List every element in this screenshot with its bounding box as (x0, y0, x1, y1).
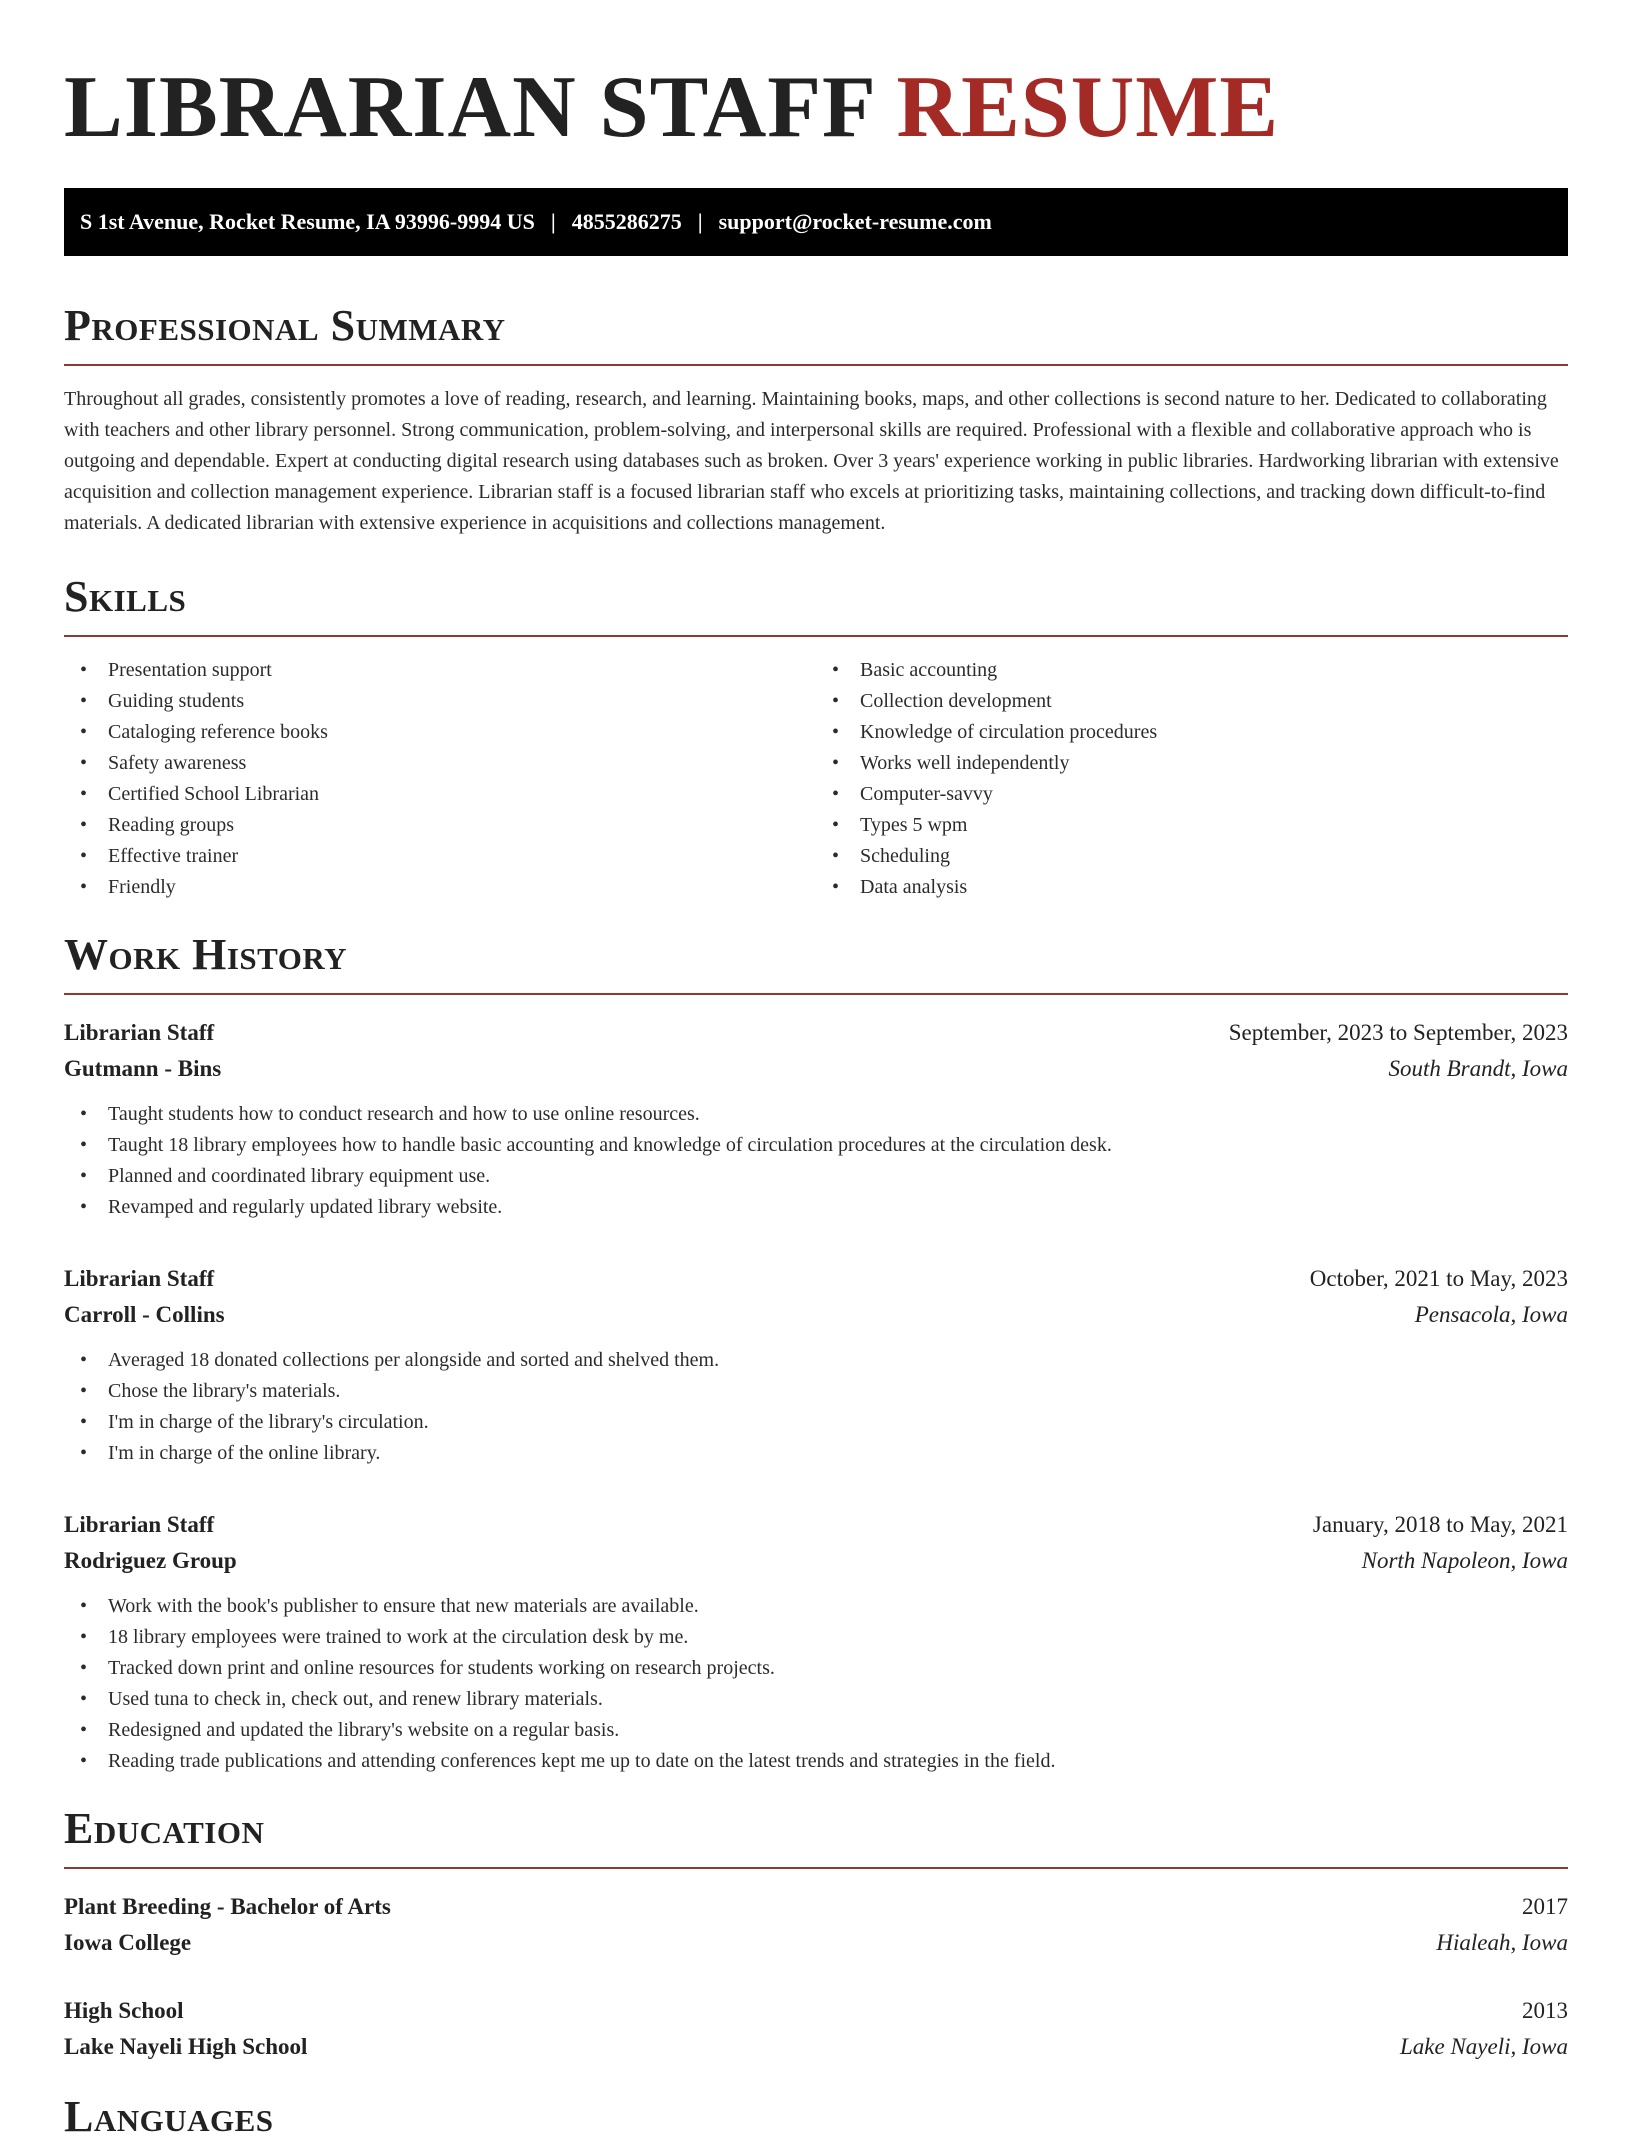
skill-item: • Reading groups (64, 810, 816, 841)
education-degree-row (64, 1889, 1568, 1925)
title-main: LIBRARIAN STAFF (64, 59, 874, 156)
job-dates: September, 2023 to September, 2023 (1228, 1020, 1568, 1045)
job-bullets (64, 1099, 1568, 1223)
job-company: Gutmann - Bins (64, 1056, 222, 1081)
job-company: Carroll - Collins (64, 1302, 225, 1327)
job-location: Pensacola, Iowa (1414, 1302, 1568, 1327)
job-company-row (64, 1543, 1568, 1579)
section-divider (64, 993, 1568, 995)
section-heading: Skills (64, 572, 187, 621)
skill-item: • Data analysis (816, 872, 1568, 903)
skills-column-right (816, 655, 1568, 903)
skill-item: • Knowledge of circulation procedures (816, 717, 1568, 748)
education-degree-row (64, 1993, 1568, 2029)
education-degree: High School (64, 1998, 184, 2023)
job-bullet: • Revamped and regularly updated library website. (64, 1192, 1568, 1223)
skill-item: • Types 5 wpm (816, 810, 1568, 841)
skill-item: • Collection development (816, 686, 1568, 717)
job-title: Librarian Staff (64, 1020, 215, 1045)
skill-item: • Friendly (64, 872, 816, 903)
job-bullet: • Tracked down print and online resources for students working on research projects. (64, 1653, 1568, 1684)
skill-item: • Cataloging reference books (64, 717, 816, 748)
contact-email[interactable]: support@rocket-resume.com (718, 209, 992, 234)
summary-text: Throughout all grades, consistently promotes a love of reading, research, and learning. Maintaining books, maps, and other collections is second nature to her. Dedicated to collaborating with teachers and other library personnel. Strong communication, problem-solving, and interpersonal skills are required. Professional with a flexible and collaborative approach who is outgoing and dependable. Expert at conducting digital research using databases such as broken. Over 3 years' experience working in public libraries. Hardworking librarian with extensive acquisition and collection management experience. Librarian staff is a focused librarian staff who excels at prioritizing tasks, maintaining collections, and tracking down difficult-to-find materials. A dedicated librarian with extensive experience in acquisitions and collections management. (64, 388, 1559, 534)
education-school: Lake Nayeli High School (64, 2034, 308, 2059)
education-year: 2013 (1522, 1998, 1568, 2023)
skills-section (64, 572, 1568, 903)
job-header-row (64, 1507, 1568, 1543)
job-bullet: • Planned and coordinated library equipment use. (64, 1161, 1568, 1192)
education-school: Iowa College (64, 1930, 192, 1955)
contact-separator: | (550, 209, 556, 234)
languages-section (64, 2092, 1568, 2141)
skill-item: • Computer-savvy (816, 779, 1568, 810)
education-entry (64, 1993, 1568, 2065)
contact-separator: | (697, 209, 703, 234)
section-divider (64, 1867, 1568, 1869)
contact-phone[interactable]: 4855286275 (571, 209, 682, 234)
job-entry (64, 1507, 1568, 1777)
professional-summary-section (64, 301, 1568, 539)
job-company: Rodriguez Group (64, 1548, 237, 1573)
job-bullet: • Used tuna to check in, check out, and renew library materials. (64, 1684, 1568, 1715)
job-bullet: • Reading trade publications and attending conferences kept me up to date on the latest trends and strategies in the field. (64, 1746, 1568, 1777)
education-degree: Plant Breeding - Bachelor of Arts (64, 1894, 391, 1919)
skill-item: • Effective trainer (64, 841, 816, 872)
job-dates: January, 2018 to May, 2021 (1312, 1512, 1568, 1537)
job-bullet: • 18 library employees were trained to work at the circulation desk by me. (64, 1622, 1568, 1653)
job-bullet: • I'm in charge of the library's circulation. (64, 1407, 1568, 1438)
job-bullets (64, 1345, 1568, 1469)
section-heading: Languages (64, 2092, 274, 2141)
contact-bar (64, 188, 1568, 256)
job-bullet: • Work with the book's publisher to ensure that new materials are available. (64, 1591, 1568, 1622)
job-company-row (64, 1051, 1568, 1087)
skills-column-left (64, 655, 816, 903)
job-bullet: • Chose the library's materials. (64, 1376, 1568, 1407)
section-divider (64, 364, 1568, 366)
job-title: Librarian Staff (64, 1512, 215, 1537)
education-school-row (64, 2029, 1568, 2065)
skill-item: • Scheduling (816, 841, 1568, 872)
job-header-row (64, 1015, 1568, 1051)
education-location: Hialeah, Iowa (1436, 1930, 1568, 1955)
title-accent: RESUME (896, 59, 1280, 156)
job-company-row (64, 1297, 1568, 1333)
work-history-section (64, 930, 1568, 1777)
education-school-row (64, 1925, 1568, 1961)
skill-item: • Basic accounting (816, 655, 1568, 686)
skill-item: • Presentation support (64, 655, 816, 686)
job-location: South Brandt, Iowa (1388, 1056, 1568, 1081)
education-year: 2017 (1522, 1894, 1568, 1919)
job-location: North Napoleon, Iowa (1361, 1548, 1568, 1573)
job-entry (64, 1261, 1568, 1469)
contact-address: S 1st Avenue, Rocket Resume, IA 93996-9994 US (80, 209, 535, 234)
job-title: Librarian Staff (64, 1266, 215, 1291)
skill-item: • Works well independently (816, 748, 1568, 779)
job-entry (64, 1015, 1568, 1223)
education-section (64, 1804, 1568, 2065)
section-heading: Professional Summary (64, 301, 506, 350)
skill-item: • Guiding students (64, 686, 816, 717)
resume-title (64, 59, 1568, 156)
section-divider (64, 635, 1568, 637)
education-location: Lake Nayeli, Iowa (1400, 2034, 1568, 2059)
job-bullets (64, 1591, 1568, 1777)
job-bullet: • Taught students how to conduct research and how to use online resources. (64, 1099, 1568, 1130)
education-entry (64, 1889, 1568, 1961)
section-heading: Education (64, 1804, 265, 1853)
job-bullet: • I'm in charge of the online library. (64, 1438, 1568, 1469)
skills-grid (64, 655, 1568, 903)
job-dates: October, 2021 to May, 2023 (1309, 1266, 1568, 1291)
skill-item: • Safety awareness (64, 748, 816, 779)
job-bullet: • Redesigned and updated the library's website on a regular basis. (64, 1715, 1568, 1746)
job-bullet: • Averaged 18 donated collections per alongside and sorted and shelved them. (64, 1345, 1568, 1376)
skill-item: • Certified School Librarian (64, 779, 816, 810)
section-heading: Work History (64, 930, 348, 979)
job-header-row (64, 1261, 1568, 1297)
job-bullet: • Taught 18 library employees how to handle basic accounting and knowledge of circulation procedures at the circulation desk. (64, 1130, 1568, 1161)
